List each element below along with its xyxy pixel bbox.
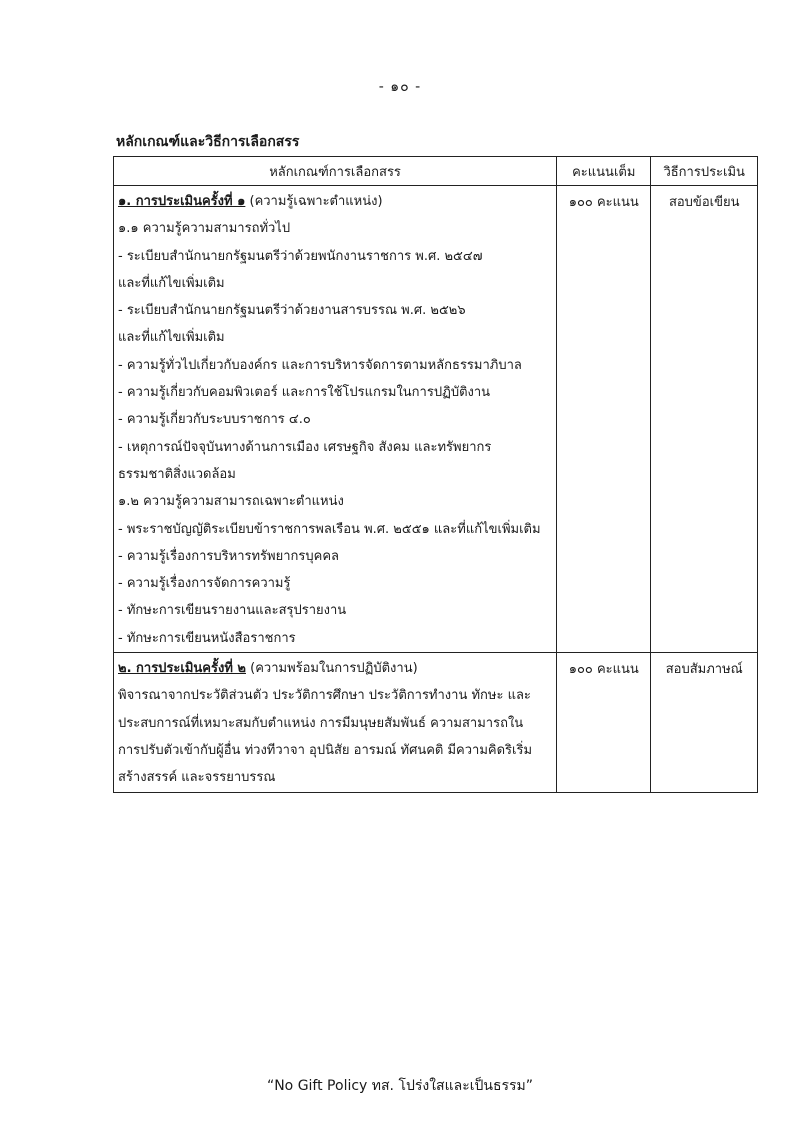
round2-method: สอบสัมภาษณ์ (665, 662, 743, 678)
table-row-round2 (114, 653, 758, 792)
round2-score-cell (557, 653, 651, 792)
round1-score-cell (557, 186, 651, 653)
header-score: คะแนนเต็ม (557, 157, 651, 186)
round2-lines (118, 682, 552, 791)
header-criteria: หลักเกณฑ์การเลือกสรร (114, 157, 557, 186)
round1-lines (118, 215, 552, 652)
round1-line: - ระเบียบสำนักนายกรัฐมนตรีว่าด้วยงานสารบรรณ พ.ศ. ๒๕๒๖ (118, 303, 466, 319)
round1-line: - ระเบียบสำนักนายกรัฐมนตรีว่าด้วยพนักงานราชการ พ.ศ. ๒๕๔๗ (118, 248, 483, 264)
round1-line: - ความรู้ทั่วไปเกี่ยวกับองค์กร และการบริหารจัดการตามหลักธรรมาภิบาล (118, 357, 522, 373)
round2-heading-note: (ความพร้อมในการปฏิบัติงาน) (246, 661, 418, 677)
round1-line: ธรรมชาติสิ่งแวดล้อม (118, 466, 236, 482)
table-row-round1 (114, 186, 758, 653)
section-title: หลักเกณฑ์และวิธีการเลือกสรร (116, 134, 300, 150)
round1-line: - เหตุการณ์ปัจจุบันทางด้านการเมือง เศรษฐกิจ สังคม และทรัพยากร (118, 439, 492, 455)
round1-line: - ความรู้เรื่องการจัดการความรู้ (118, 576, 291, 592)
round1-line: - ความรู้เรื่องการบริหารทรัพยากรบุคคล (118, 548, 339, 564)
footer-slogan: “No Gift Policy ทส. โปร่งใสและเป็นธรรม” (266, 1078, 534, 1094)
page-number: - ๑๐ - (378, 79, 422, 95)
round1-line: ๑.๑ ความรู้ความสามารถทั่วไป (118, 221, 291, 237)
round2-method-cell (651, 653, 758, 792)
round1-line: - พระราชบัญญัติระเบียบข้าราชการพลเรือน พ.ศ. ๒๕๕๑ และที่แก้ไขเพิ่มเติม (118, 521, 541, 537)
round1-method-cell (651, 186, 758, 653)
round1-line: - ทักษะการเขียนรายงานและสรุปรายงาน (118, 603, 347, 619)
round1-line: - ความรู้เกี่ยวกับระบบราชการ ๔.๐ (118, 412, 311, 428)
round2-criteria-cell (114, 653, 557, 792)
round1-line: - ความรู้เกี่ยวกับคอมพิวเตอร์ และการใช้โปรแกรมในการปฏิบัติงาน (118, 385, 491, 401)
round1-criteria-cell (114, 186, 557, 653)
round1-method: สอบข้อเขียน (668, 195, 740, 210)
round1-heading-note: (ความรู้เฉพาะตำแหน่ง) (245, 194, 383, 209)
round2-line: ประสบการณ์ที่เหมาะสมกับตำแหน่ง การมีมนุษยสัมพันธ์ ความสามารถใน (118, 715, 524, 731)
round2-heading-line (118, 655, 552, 682)
round2-line: สร้างสรรค์ และจรรยาบรรณ (118, 770, 276, 786)
header-method: วิธีการประเมิน (651, 157, 758, 186)
criteria-table (113, 156, 758, 793)
round1-line: - ทักษะการเขียนหนังสือราชการ (118, 630, 296, 646)
round2-score: ๑๐๐ คะแนน (568, 662, 639, 678)
round1-heading: ๑. การประเมินครั้งที่ ๑ (118, 194, 246, 209)
round1-heading-line (118, 188, 552, 215)
round1-score: ๑๐๐ คะแนน (568, 195, 639, 210)
round1-line: และที่แก้ไขเพิ่มเติม (118, 330, 225, 346)
round2-line: พิจารณาจากประวัติส่วนตัว ประวัติการศึกษา ประวัติการทำงาน ทักษะ และ (118, 688, 531, 704)
table-header-row (114, 157, 758, 186)
round1-line: ๑.๒ ความรู้ความสามารถเฉพาะตำแหน่ง (118, 494, 344, 510)
round1-line: และที่แก้ไขเพิ่มเติม (118, 275, 225, 291)
round2-heading: ๒. การประเมินครั้งที่ ๒ (118, 661, 246, 677)
round2-line: การปรับตัวเข้ากับผู้อื่น ท่วงทีวาจา อุปนิสัย อารมณ์ ทัศนคติ มีความคิดริเริ่ม (118, 742, 533, 758)
